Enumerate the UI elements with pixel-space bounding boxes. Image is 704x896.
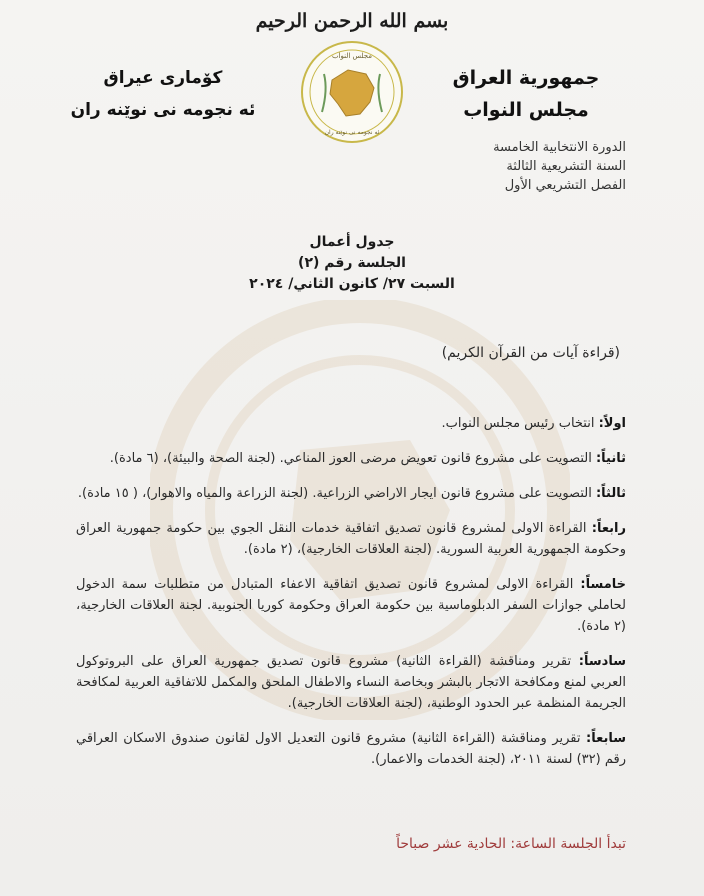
session-start-time: تبدأ الجلسة الساعة: الحادية عشر صباحاً	[396, 836, 626, 852]
item-text: التصويت على مشروع قانون تعويض مرضى العوز المناعي. (لجنة الصحة والبيئة)، (٦ مادة).	[109, 451, 596, 466]
council-name-kurdish: ئه نجومه نى نوێنه ران	[70, 100, 256, 120]
country-name: جمهورية العراق	[452, 67, 600, 89]
basmala: بسم الله الرحمن الرحيم	[255, 10, 449, 32]
legislative-term: الفصل التشريعي الأول	[504, 178, 626, 193]
electoral-term: الدورة الانتخابية الخامسة	[493, 140, 626, 155]
parliament-emblem-icon	[300, 40, 404, 144]
item-ordinal: رابعاً:	[591, 521, 626, 536]
item-ordinal: ثانياً:	[595, 451, 626, 466]
agenda-title: جدول أعمال	[309, 234, 395, 250]
agenda-item	[76, 483, 626, 504]
legislative-year: السنة التشريعية الثالثة	[506, 159, 626, 174]
item-text: القراءة الاولى لمشروع قانون تصديق اتفاقية الاعفاء المتبادل من متطلبات سمة الدخول لحاملي جوازات السفر الدبلوماسية بين حكومة العراق وحكومة كوريا الجنوبية. لجنة العلاقات الخارجية، (٢ مادة).	[76, 577, 626, 634]
item-text: القراءة الاولى لمشروع قانون تصديق اتفاقية خدمات النقل الجوي بين حكومة جمهورية العراق وحكومة الجمهورية العربية السورية. (لجنة العلاقات الخارجية)، (٢ مادة).	[76, 521, 626, 557]
country-name-kurdish: كۆمارى عيراق	[103, 68, 223, 88]
quran-recitation: (قراءة آيات من القرآن الكريم)	[441, 345, 620, 361]
kurdish-header	[58, 62, 268, 126]
arabic-header	[426, 62, 626, 126]
item-ordinal: اولاً:	[598, 416, 626, 431]
agenda-item	[76, 728, 626, 770]
item-ordinal: سادساً:	[578, 654, 626, 669]
item-ordinal: خامساً:	[580, 577, 626, 592]
item-ordinal: سابعاً:	[586, 731, 626, 746]
agenda-items	[76, 413, 626, 784]
agenda-date: السبت ٢٧/ كانون الثاني/ ٢٠٢٤	[249, 276, 455, 292]
agenda-session: الجلسة رقم (٢)	[298, 255, 406, 271]
item-text: تقرير ومناقشة (القراءة الثانية) مشروع قانون التعديل الاول لقانون صندوق الاسكان العراقي رقم (٣٢) لسنة ٢٠١١، (لجنة الخدمات والاعمار).	[76, 731, 626, 767]
item-text: انتخاب رئيس مجلس النواب.	[441, 416, 599, 431]
item-ordinal: ثالثاً:	[595, 486, 626, 501]
item-text: التصويت على مشروع قانون ايجار الاراضي الزراعية. (لجنة الزراعة والمياه والاهوار)، ( ١٥ مادة).	[77, 486, 596, 501]
agenda-item	[76, 574, 626, 637]
agenda-item	[76, 651, 626, 714]
logo-top-text: مجلس النواب	[331, 52, 373, 60]
agenda-item	[76, 448, 626, 469]
agenda-item	[76, 413, 626, 434]
session-info	[493, 138, 626, 195]
agenda-item	[76, 518, 626, 560]
logo-bottom-text: ئه نجومه نى نوێنه ران	[324, 129, 380, 136]
council-name: مجلس النواب	[463, 99, 589, 121]
agenda-heading	[0, 232, 704, 295]
item-text: تقرير ومناقشة (القراءة الثانية) مشروع قانون تصديق جمهورية العراق على البروتوكول العربي لمنع ومكافحة الاتجار بالبشر وبخاصة النساء والاطفال الملحق والمكمل للاتفاقية العربية لمكافحة الجريمة المنظمة عبر الحدود الوطنية، (لجنة العلاقات الخارجية).	[76, 654, 626, 711]
